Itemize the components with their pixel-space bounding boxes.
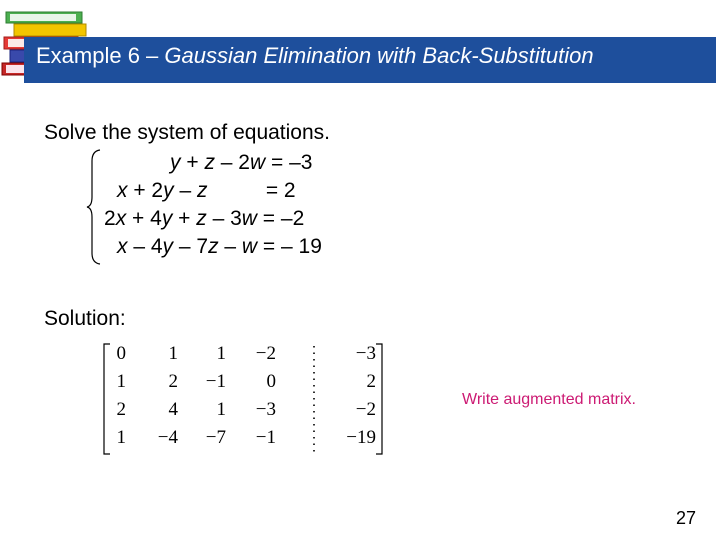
intro-text: Solve the system of equations. (44, 121, 330, 144)
left-brace (86, 149, 102, 265)
equation-4: x – 4y – 7z – w = – 19 (117, 235, 322, 258)
equation-2: x + 2y – z = 2 (117, 179, 296, 202)
matrix-cell: −2 (355, 399, 376, 420)
matrix-cell: −1 (205, 371, 226, 392)
matrix-cell: −1 (255, 427, 276, 448)
matrix-cell: 1 (116, 427, 126, 448)
matrix-cell: 4 (168, 399, 178, 420)
matrix-cell: −4 (157, 427, 178, 448)
matrix-cell: 1 (216, 399, 226, 420)
matrix-cell: −3 (355, 343, 376, 364)
equation-3: 2x + 4y + z – 3w = –2 (104, 207, 305, 230)
matrix-cell: −3 (255, 399, 276, 420)
note-text: Write augmented matrix. (462, 391, 636, 408)
matrix-cell: 0 (266, 371, 276, 392)
slide-title: Example 6 – Gaussian Elimination with Back-Substitution (36, 43, 594, 68)
matrix-cell: 1 (216, 343, 226, 364)
augmented-matrix (102, 342, 384, 456)
solution-label: Solution: (44, 307, 126, 330)
matrix-cell: −7 (205, 427, 226, 448)
matrix-cell: 2 (168, 371, 178, 392)
matrix-cell: 1 (116, 371, 126, 392)
matrix-cell: 2 (116, 399, 126, 420)
page-number: 27 (675, 508, 696, 528)
matrix-cell: −19 (346, 427, 376, 448)
matrix-cell: 1 (168, 343, 178, 364)
matrix-cell: 2 (366, 371, 376, 392)
matrix-cell: −2 (255, 343, 276, 364)
equation-1: y + z – 2w = –3 (170, 151, 313, 174)
matrix-cell: 0 (116, 343, 126, 364)
